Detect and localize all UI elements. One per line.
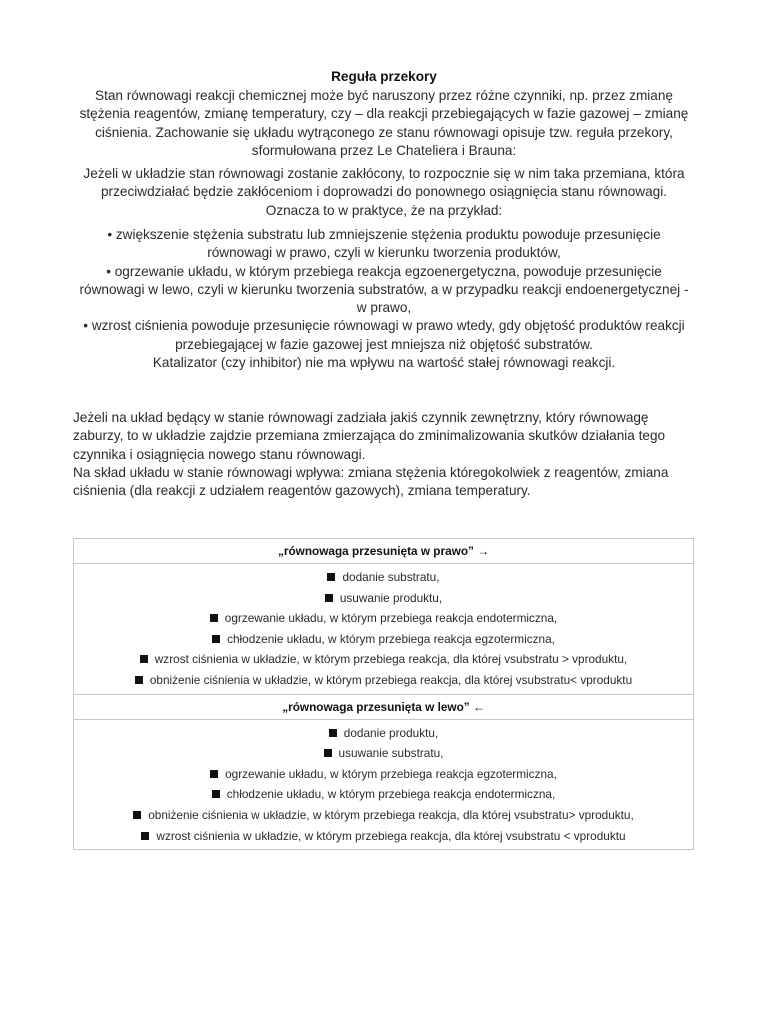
black-square-icon xyxy=(212,790,220,798)
summary-section xyxy=(73,409,698,500)
black-square-icon xyxy=(212,635,220,643)
black-square-icon xyxy=(140,655,148,663)
list-item xyxy=(74,567,693,588)
list-item xyxy=(74,784,693,805)
black-square-icon xyxy=(210,614,218,622)
black-square-icon xyxy=(327,573,335,581)
summary-paragraph: Jeżeli na układ będący w stanie równowagi zadziała jakiś czynnik zewnętrzny, który równowagę zaburzy, to w układzie zajdzie przemiana zmierzająca do zminimalizowania skutków działania tego czynnika i osiągnięcia nowego stanu równowagi. xyxy=(73,410,666,462)
list-item-text: ogrzewanie układu, w którym przebiega reakcja egzotermiczna, xyxy=(225,766,557,781)
list-item-text: usuwanie produktu, xyxy=(339,590,443,605)
factors-paragraph: Na skład układu w stanie równowagi wpływa: zmiana stężenia któregokolwiek z reagentów, zmiana ciśnienia (dla reakcji z udziałem reagentów gazowych), zmiana temperatury. xyxy=(73,464,669,499)
example-item: • zwiększenie stężenia substratu lub zmniejszenie stężenia produktu powoduje przesunięcie równowagi w prawo, czyli w kierunku tworzenia produktów, xyxy=(107,227,661,261)
black-square-icon xyxy=(141,832,149,840)
list-item-text: dodanie substratu, xyxy=(342,570,440,584)
page-title: Reguła przekory xyxy=(331,69,437,84)
list-item xyxy=(74,629,693,650)
list-item xyxy=(74,764,693,785)
left-shift-list xyxy=(74,720,693,850)
catalyst-note: Katalizator (czy inhibitor) nie ma wpływu na wartość stałej równowagi reakcji. xyxy=(152,355,616,371)
right-shift-list xyxy=(74,564,693,695)
black-square-icon xyxy=(324,749,332,757)
list-item xyxy=(74,826,693,847)
equilibrium-table xyxy=(73,538,694,850)
list-item-text: chłodzenie układu, w którym przebiega reakcja endotermiczna, xyxy=(226,787,556,802)
list-item xyxy=(74,588,693,609)
black-square-icon xyxy=(135,676,143,684)
black-square-icon xyxy=(210,770,218,778)
list-item xyxy=(74,649,693,670)
black-square-icon xyxy=(325,594,333,602)
list-item-text: dodanie produktu, xyxy=(343,725,439,740)
list-item xyxy=(74,723,693,744)
example-item: • wzrost ciśnienia powoduje przesunięcie równowagi w prawo wtedy, gdy objętość produktów reakcji przebiegającej w fazie gazowej jest mniejsza niż objętość substratów. xyxy=(83,318,685,352)
list-item xyxy=(74,743,693,764)
intro-paragraph: Stan równowagi reakcji chemicznej może być naruszony przez różne czynniki, np. przez zmianę stężenia reagentów, zmianę temperatury, czy – dla reakcji przebiegających w fazie gazowej – zmianę ciśnienia. Zachowanie się układu wytrąconego ze stanu równowagi opisuje tzw. reguła przekory, sformułowana przez Le Chateliera i Brauna: xyxy=(79,88,689,158)
black-square-icon xyxy=(329,729,337,737)
black-square-icon xyxy=(133,811,141,819)
list-item-text: wzrost ciśnienia w układzie, w którym przebiega reakcja, dla której vsubstratu < vproduktu xyxy=(156,828,626,843)
list-item-text: usuwanie substratu, xyxy=(338,746,444,761)
left-shift-header: „równowaga przesunięta w lewo” ← xyxy=(74,695,693,720)
list-item-text: chłodzenie układu, w którym przebiega reakcja egzotermiczna, xyxy=(227,631,555,646)
list-item-text: obniżenie ciśnienia w układzie, w którym przebiega reakcja, dla której vsubstratu< vproduktu xyxy=(149,672,633,687)
rule-paragraph: Jeżeli w układzie stan równowagi zostanie zakłócony, to rozpocznie się w nim taka przemiana, która przeciwdziałać będzie zakłóceniom i doprowadzi do ponownego osiągnięcia stanu równowagi. Oznacza to w praktyce, że na przykład: xyxy=(83,166,685,218)
list-item xyxy=(74,670,693,691)
list-item-text: obniżenie ciśnienia w układzie, w którym przebiega reakcja, dla której vsubstratu> vproduktu, xyxy=(148,807,634,822)
example-item: • ogrzewanie układu, w którym przebiega reakcja egzoenergetyczna, powoduje przesunięcie równowagi w lewo, czyli w kierunku tworzenia substratów, a w przypadku reakcji endoenergetycznej - w prawo, xyxy=(79,263,689,316)
list-item-text: wzrost ciśnienia w układzie, w którym przebiega reakcja, dla której vsubstratu > vproduktu, xyxy=(154,652,628,667)
list-item-text: ogrzewanie układu, w którym przebiega reakcja endotermiczna, xyxy=(224,611,558,626)
right-shift-header: „równowaga przesunięta w prawo” → xyxy=(74,539,693,564)
list-item xyxy=(74,608,693,629)
list-item xyxy=(74,805,693,826)
examples-list xyxy=(74,226,694,372)
